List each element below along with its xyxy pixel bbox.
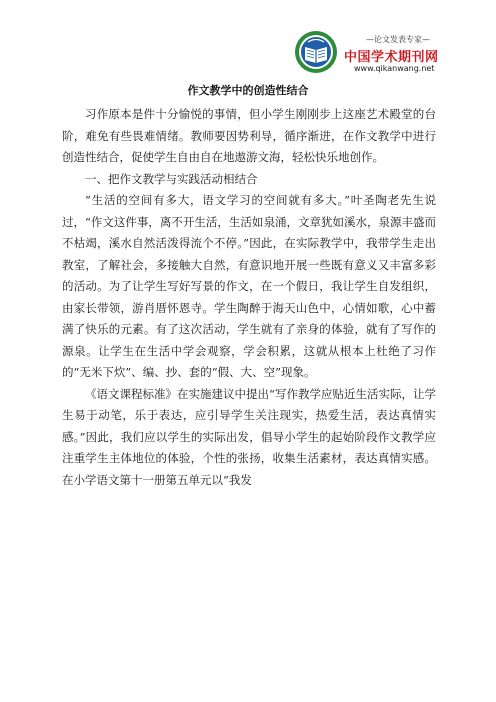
logo-site-name: 中国学术期刊网 <box>344 50 439 65</box>
article-title: 作文教学中的创造性结合 <box>187 84 309 97</box>
section-heading-1: 一、把作文教学与实践活动相结合 <box>85 171 258 186</box>
paragraph-practice: “生活的空间有多大，语文学习的空间就有多大。”叶圣陶老先生说过，“作文这件事，离不开生活，生活如泉涌，文章犹如溪水，泉源丰盛而不枯竭，溪水自然活泼得流个不停。”因此，在实际教学中，我带学生走出教室，了解社会，多接触大自然，有意识地开展一些既有意义又丰富多彩的活动。为了让学生写好写景的作文，在一个假日，我让学生自发组织，由家长带领，游肖厝怀恩寺。学生陶醉于海天山色中，心情如歌，心中蓄满了快乐的元素。有了这次活动，学生就有了亲身的体验，就有了写作的源泉。让学生在生活中学会观察，学会积累，这就从根本上杜绝了习作的“无米下炊”、编、抄、套的“假、大、空”现象。 <box>62 193 436 379</box>
paragraph-intro: 习作原本是件十分愉悦的事情，但小学生刚刚步上这座艺术殿堂的台阶，难免有些畏难情绪。教师要因势利导，循序渐进，在作文教学中进行创造性结合，促使学生自由自在地遨游文海，轻松快乐地创作。 <box>62 107 436 164</box>
site-logo[interactable] <box>294 26 454 86</box>
logo-url[interactable]: www.qikanwang.net <box>354 64 435 73</box>
paragraph-curriculum: 《语文课程标准》在实施建议中提出“写作教学应贴近生活实际，让学生易于动笔，乐于表达，应引导学生关注现实，热爱生活，表达真情实感。”因此，我们应以学生的实际出发，倡导小学生的起始阶段作文教学应注重学生主体地位的体验，个性的张扬，收集生活素材，表达真情实感。在小学语文第十一册第五单元以“我发 <box>62 386 436 487</box>
logo-tagline: —论文发表专家— <box>366 35 430 44</box>
journal-globe-emblem-icon <box>294 30 338 74</box>
article-body <box>62 104 436 491</box>
